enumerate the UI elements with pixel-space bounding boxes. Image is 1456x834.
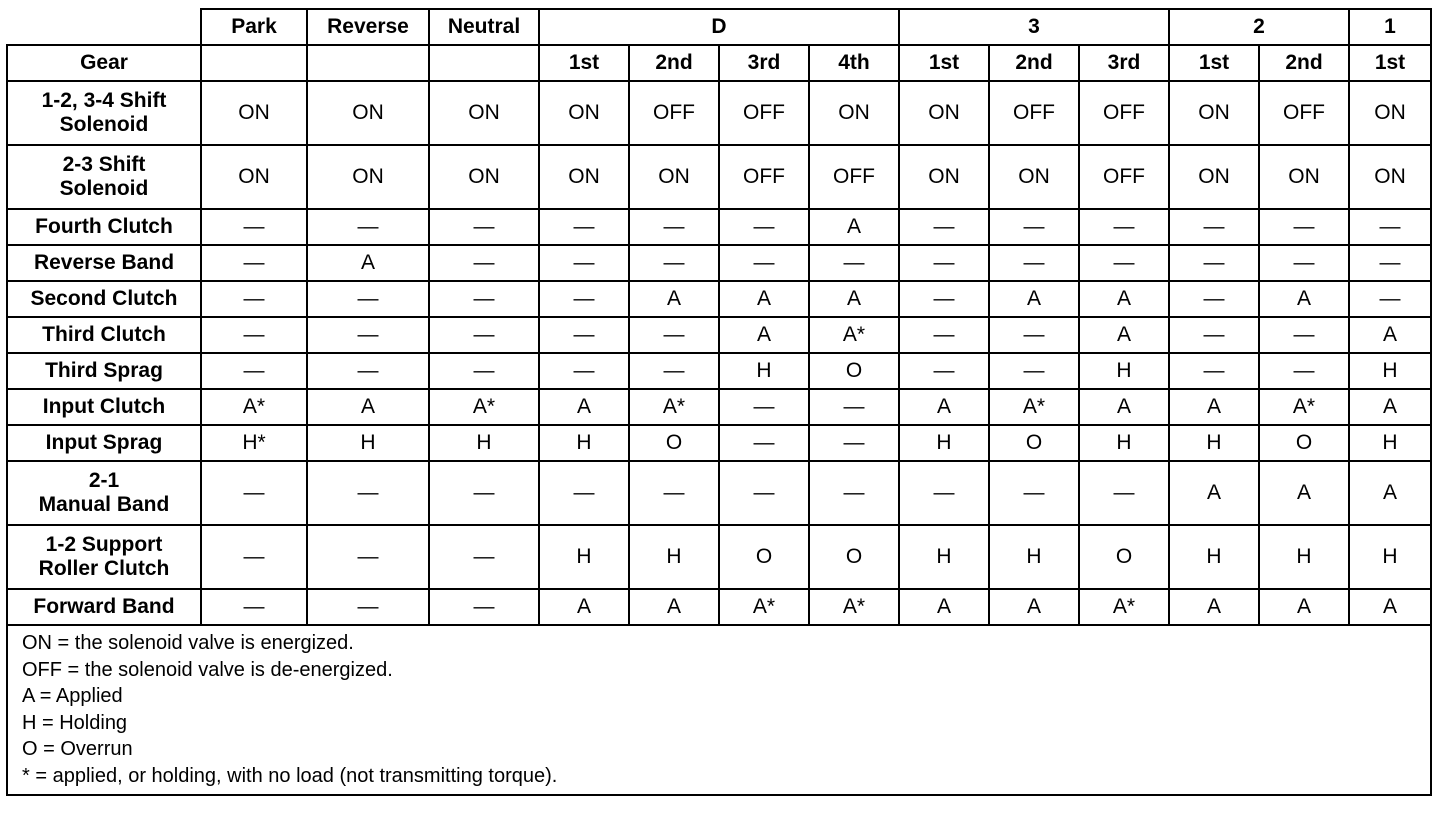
state-cell: —: [1169, 245, 1259, 281]
state-cell: —: [429, 281, 539, 317]
range-header: 3: [899, 9, 1169, 45]
legend-line: OFF = the solenoid valve is de-energized.: [22, 658, 393, 681]
state-cell: O: [989, 425, 1079, 461]
state-cell: —: [629, 245, 719, 281]
state-cell: H: [307, 425, 429, 461]
gear-cell: 2nd: [1259, 45, 1349, 81]
state-cell: —: [429, 209, 539, 245]
state-cell: H*: [201, 425, 307, 461]
state-cell: —: [1169, 353, 1259, 389]
state-cell: —: [429, 317, 539, 353]
component-label: [7, 525, 201, 589]
component-row: [7, 145, 1431, 209]
state-cell: O: [809, 353, 899, 389]
state-cell: OFF: [1079, 81, 1169, 145]
state-cell: A: [629, 589, 719, 625]
state-cell: —: [429, 589, 539, 625]
empty-corner-cell: [7, 9, 201, 45]
state-cell: A: [899, 589, 989, 625]
state-cell: H: [539, 425, 629, 461]
state-cell: —: [809, 389, 899, 425]
state-cell: A: [1169, 589, 1259, 625]
state-cell: A: [1349, 317, 1431, 353]
state-cell: H: [1349, 425, 1431, 461]
state-cell: OFF: [1079, 145, 1169, 209]
state-cell: A: [1349, 389, 1431, 425]
state-cell: A: [539, 589, 629, 625]
state-cell: OFF: [989, 81, 1079, 145]
state-cell: —: [539, 245, 629, 281]
state-cell: H: [1169, 425, 1259, 461]
state-cell: —: [899, 281, 989, 317]
state-cell: —: [989, 245, 1079, 281]
component-label: [7, 317, 201, 353]
gear-cell: 1st: [539, 45, 629, 81]
state-cell: —: [719, 425, 809, 461]
state-cell: H: [1079, 425, 1169, 461]
state-cell: ON: [1169, 145, 1259, 209]
range-header-row: [7, 9, 1431, 45]
component-label-line: Solenoid: [59, 113, 149, 136]
state-cell: ON: [989, 145, 1079, 209]
state-cell: ON: [809, 81, 899, 145]
state-cell: —: [629, 461, 719, 525]
state-cell: A: [307, 389, 429, 425]
state-cell: —: [809, 245, 899, 281]
component-row: [7, 353, 1431, 389]
state-cell: —: [201, 281, 307, 317]
component-label-line: 2-3 Shift: [62, 153, 146, 176]
range-reference-table: [6, 8, 1432, 626]
state-cell: —: [1259, 209, 1349, 245]
state-cell: H: [719, 353, 809, 389]
state-cell: —: [809, 425, 899, 461]
state-cell: ON: [539, 81, 629, 145]
state-cell: A: [809, 209, 899, 245]
gear-cell: 2nd: [629, 45, 719, 81]
state-cell: ON: [201, 145, 307, 209]
state-cell: —: [307, 317, 429, 353]
state-cell: OFF: [809, 145, 899, 209]
state-cell: H: [1169, 525, 1259, 589]
state-cell: ON: [201, 81, 307, 145]
state-cell: —: [899, 317, 989, 353]
range-header: D: [539, 9, 899, 45]
range-header: 2: [1169, 9, 1349, 45]
component-row: [7, 209, 1431, 245]
component-label-line: Fourth Clutch: [35, 215, 173, 238]
state-cell: —: [1349, 281, 1431, 317]
state-cell: ON: [899, 81, 989, 145]
range-header: Reverse: [307, 9, 429, 45]
state-cell: —: [629, 209, 719, 245]
state-cell: —: [899, 461, 989, 525]
state-cell: A: [899, 389, 989, 425]
component-label: [7, 245, 201, 281]
component-label: [7, 461, 201, 525]
state-cell: —: [539, 353, 629, 389]
state-cell: O: [809, 525, 899, 589]
state-cell: —: [1079, 209, 1169, 245]
component-label: [7, 281, 201, 317]
state-cell: A: [1169, 461, 1259, 525]
state-cell: OFF: [719, 81, 809, 145]
state-cell: —: [1079, 461, 1169, 525]
range-header: Neutral: [429, 9, 539, 45]
state-cell: H: [899, 425, 989, 461]
state-cell: —: [899, 353, 989, 389]
state-cell: —: [307, 589, 429, 625]
component-label: [7, 209, 201, 245]
state-cell: A: [1259, 589, 1349, 625]
state-cell: —: [307, 461, 429, 525]
legend-line: O = Overrun: [22, 738, 133, 760]
state-cell: A*: [1259, 389, 1349, 425]
component-label: [7, 353, 201, 389]
state-cell: ON: [429, 81, 539, 145]
state-cell: A: [307, 245, 429, 281]
component-label: [7, 589, 201, 625]
state-cell: O: [629, 425, 719, 461]
gear-cell: 1st: [899, 45, 989, 81]
state-cell: OFF: [629, 81, 719, 145]
state-cell: ON: [1349, 81, 1431, 145]
state-cell: H: [1079, 353, 1169, 389]
component-label-line: Input Clutch: [42, 395, 166, 418]
state-cell: —: [719, 209, 809, 245]
state-cell: —: [307, 281, 429, 317]
state-cell: A: [989, 281, 1079, 317]
component-row: [7, 461, 1431, 525]
state-cell: ON: [429, 145, 539, 209]
shift-chart: [6, 8, 1432, 796]
state-cell: —: [1079, 245, 1169, 281]
state-cell: ON: [1349, 145, 1431, 209]
state-cell: —: [1169, 317, 1259, 353]
state-cell: A*: [629, 389, 719, 425]
gear-cell: [429, 45, 539, 81]
gear-cell: [201, 45, 307, 81]
component-row: [7, 589, 1431, 625]
component-row: [7, 245, 1431, 281]
state-cell: H: [899, 525, 989, 589]
component-label-line: Reverse Band: [33, 251, 175, 274]
state-cell: O: [1259, 425, 1349, 461]
state-cell: H: [539, 525, 629, 589]
state-cell: A: [539, 389, 629, 425]
state-cell: A: [1079, 281, 1169, 317]
state-cell: A*: [201, 389, 307, 425]
state-cell: O: [1079, 525, 1169, 589]
state-cell: —: [719, 461, 809, 525]
state-cell: —: [1169, 281, 1259, 317]
state-cell: —: [429, 461, 539, 525]
component-label-line: Third Clutch: [42, 323, 166, 346]
gear-cell: 1st: [1169, 45, 1259, 81]
state-cell: A: [1079, 317, 1169, 353]
state-cell: A: [629, 281, 719, 317]
state-cell: A*: [809, 589, 899, 625]
state-cell: —: [201, 589, 307, 625]
state-cell: H: [429, 425, 539, 461]
state-cell: A*: [809, 317, 899, 353]
state-cell: A: [1079, 389, 1169, 425]
legend-line: A = Applied: [22, 685, 123, 707]
state-cell: —: [539, 209, 629, 245]
state-cell: —: [429, 245, 539, 281]
component-row: [7, 281, 1431, 317]
state-cell: —: [989, 353, 1079, 389]
state-cell: ON: [1259, 145, 1349, 209]
state-cell: A: [1259, 281, 1349, 317]
state-cell: A*: [429, 389, 539, 425]
state-cell: ON: [307, 81, 429, 145]
state-cell: —: [629, 353, 719, 389]
state-cell: —: [1259, 353, 1349, 389]
range-header: Park: [201, 9, 307, 45]
legend-line: * = applied, or holding, with no load (not transmitting torque).: [22, 764, 558, 787]
state-cell: —: [539, 461, 629, 525]
state-cell: ON: [899, 145, 989, 209]
range-header: 1: [1349, 9, 1431, 45]
state-cell: —: [201, 461, 307, 525]
state-cell: H: [629, 525, 719, 589]
component-label-line: Solenoid: [59, 177, 149, 200]
state-cell: —: [429, 525, 539, 589]
state-cell: —: [1349, 209, 1431, 245]
state-cell: —: [809, 461, 899, 525]
component-label-line: 1-2, 3-4 Shift: [41, 89, 167, 112]
state-cell: A: [809, 281, 899, 317]
state-cell: —: [719, 389, 809, 425]
state-cell: A: [719, 317, 809, 353]
state-cell: —: [201, 317, 307, 353]
state-cell: —: [307, 525, 429, 589]
state-cell: ON: [629, 145, 719, 209]
gear-cell: 4th: [809, 45, 899, 81]
state-cell: A*: [719, 589, 809, 625]
state-cell: —: [1259, 245, 1349, 281]
component-label-line: Roller Clutch: [38, 557, 170, 580]
state-cell: ON: [539, 145, 629, 209]
gear-cell: 3rd: [719, 45, 809, 81]
component-label-line: Third Sprag: [45, 359, 163, 382]
state-cell: —: [899, 245, 989, 281]
state-cell: —: [539, 281, 629, 317]
component-label-line: Forward Band: [33, 595, 175, 618]
gear-row: [7, 45, 1431, 81]
component-label: [7, 425, 201, 461]
state-cell: H: [1349, 353, 1431, 389]
state-cell: —: [989, 461, 1079, 525]
component-row: [7, 525, 1431, 589]
state-cell: A: [719, 281, 809, 317]
state-cell: —: [307, 209, 429, 245]
state-cell: —: [989, 317, 1079, 353]
component-label-line: 1-2 Support: [45, 533, 163, 556]
state-cell: —: [307, 353, 429, 389]
state-cell: —: [201, 353, 307, 389]
state-cell: —: [201, 209, 307, 245]
component-label-line: Input Sprag: [45, 431, 163, 454]
state-cell: —: [201, 245, 307, 281]
state-cell: H: [1349, 525, 1431, 589]
state-cell: —: [539, 317, 629, 353]
state-cell: —: [719, 245, 809, 281]
component-row: [7, 317, 1431, 353]
state-cell: OFF: [719, 145, 809, 209]
component-label-line: Second Clutch: [30, 287, 178, 310]
legend-box: [6, 626, 1432, 796]
state-cell: A: [1169, 389, 1259, 425]
component-row: [7, 425, 1431, 461]
state-cell: A: [989, 589, 1079, 625]
legend-line: H = Holding: [22, 711, 128, 734]
component-label: [7, 145, 201, 209]
state-cell: —: [989, 209, 1079, 245]
state-cell: H: [1259, 525, 1349, 589]
state-cell: —: [1349, 245, 1431, 281]
component-label: [7, 81, 201, 145]
legend-line: ON = the solenoid valve is energized.: [22, 632, 354, 654]
state-cell: —: [201, 525, 307, 589]
gear-cell: 1st: [1349, 45, 1431, 81]
state-cell: —: [629, 317, 719, 353]
component-row: [7, 389, 1431, 425]
state-cell: A*: [989, 389, 1079, 425]
gear-cell: 2nd: [989, 45, 1079, 81]
gear-row-label: Gear: [7, 45, 201, 81]
state-cell: —: [1169, 209, 1259, 245]
component-row: [7, 81, 1431, 145]
gear-cell: 3rd: [1079, 45, 1169, 81]
state-cell: H: [989, 525, 1079, 589]
state-cell: A: [1349, 589, 1431, 625]
state-cell: A: [1259, 461, 1349, 525]
state-cell: ON: [1169, 81, 1259, 145]
component-label: [7, 389, 201, 425]
state-cell: —: [1259, 317, 1349, 353]
gear-cell: [307, 45, 429, 81]
component-label-line: Manual Band: [38, 493, 170, 516]
state-cell: ON: [307, 145, 429, 209]
component-label-line: 2-1: [88, 469, 120, 492]
state-cell: A: [1349, 461, 1431, 525]
state-cell: —: [899, 209, 989, 245]
state-cell: OFF: [1259, 81, 1349, 145]
state-cell: O: [719, 525, 809, 589]
state-cell: A*: [1079, 589, 1169, 625]
state-cell: —: [429, 353, 539, 389]
